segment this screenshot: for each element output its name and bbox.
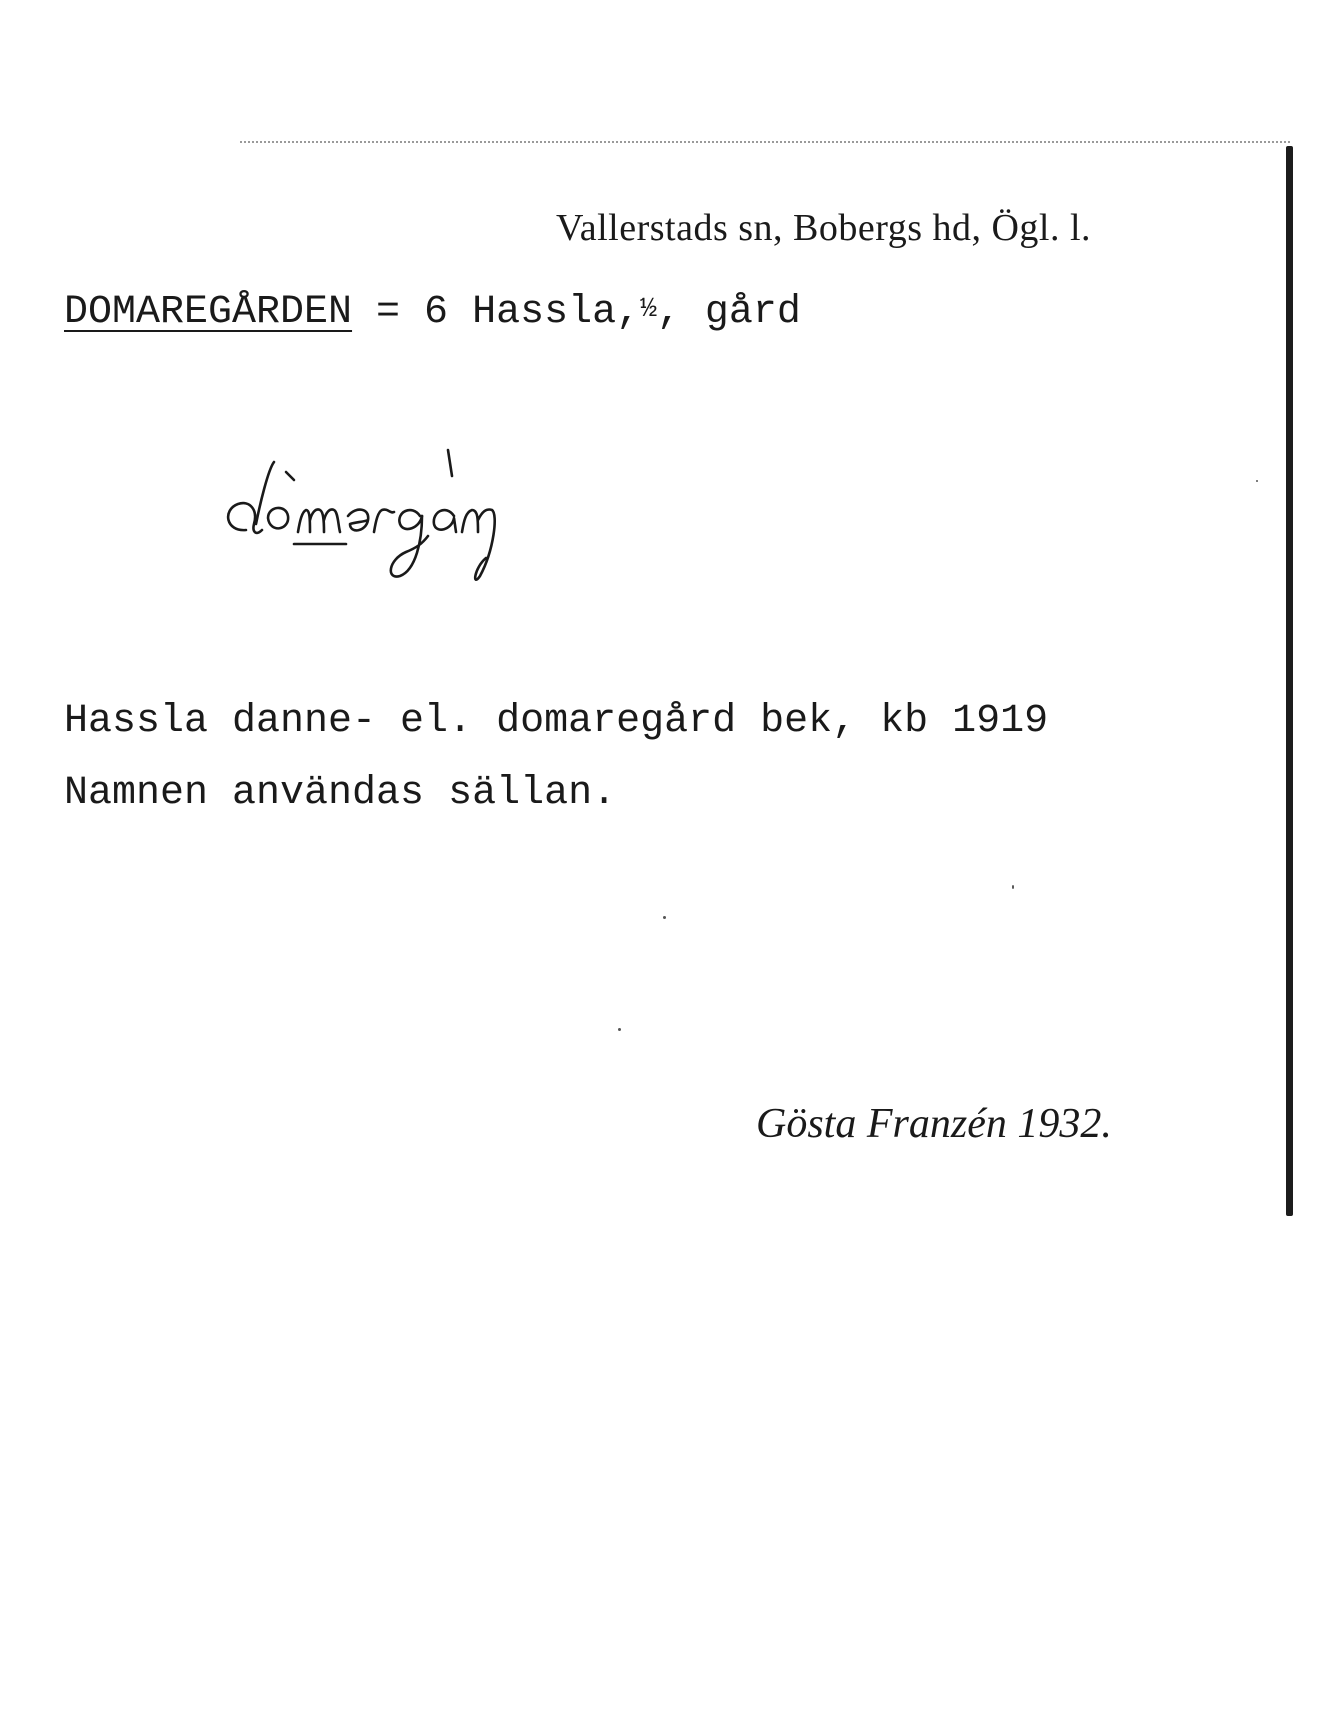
ink-speck (1012, 885, 1014, 889)
handwritten-pronunciation (216, 440, 546, 590)
ink-speck (1256, 480, 1258, 482)
heading-line (64, 290, 801, 335)
heading-fraction: ½ (640, 294, 657, 325)
ink-speck (618, 1028, 621, 1031)
signature: Gösta Franzén 1932. (756, 1101, 1112, 1147)
body-line-1: Hassla danne- el. domaregård bek, kb 1919 (64, 699, 1049, 744)
heading-rest: , gård (656, 290, 801, 335)
body-line-2: Namnen användas sällan. (64, 771, 617, 816)
heading-equals: = 6 Hassla, (352, 290, 641, 335)
location-line: Vallerstads sn, Bobergs hd, Ögl. l. (556, 207, 1092, 249)
headword: DOMAREGÅRDEN (64, 290, 353, 335)
right-border-line (1286, 146, 1293, 1216)
body-text (64, 686, 1048, 830)
ink-speck (663, 916, 666, 919)
top-border-line (240, 141, 1290, 143)
